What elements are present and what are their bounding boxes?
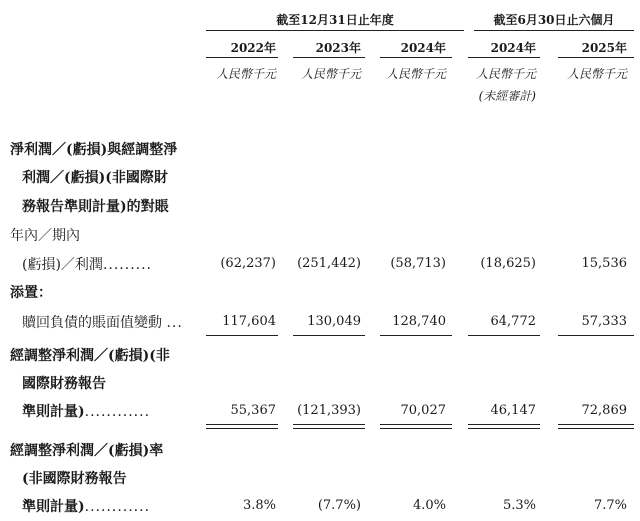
row-label-net-text: (虧損)／利潤 — [22, 257, 103, 273]
col-header-underline — [293, 57, 365, 58]
row-label-redemption-text: 贖回負債的賬面值變動 — [22, 315, 162, 331]
group-header-full-year-underline — [206, 30, 464, 31]
section-title-line: 利潤／(虧損)(非國際財 — [22, 170, 168, 186]
total-double-line — [206, 428, 278, 429]
total-double-line — [206, 424, 278, 425]
total-double-line — [293, 428, 365, 429]
row-label-margin-cont — [22, 496, 150, 516]
col-header-underline — [468, 57, 540, 58]
leader-dots: ............ — [84, 404, 151, 420]
col-header-unit: 人民幣千元 — [566, 67, 627, 81]
cell-value: 5.3% — [502, 498, 536, 513]
subtotal-line — [380, 335, 452, 336]
cell-value: (62,237) — [220, 256, 276, 271]
cell-value: (18,625) — [480, 256, 536, 271]
cell-value: 46,147 — [490, 403, 536, 418]
cell-value: 117,604 — [222, 314, 276, 329]
col-header-underline — [380, 57, 452, 58]
cell-value: 72,869 — [581, 403, 627, 418]
col-header-unit: 人民幣千元 — [215, 67, 276, 81]
row-label-redemption — [22, 312, 183, 332]
col-header-unit: 人民幣千元 — [475, 67, 536, 81]
cell-value: 130,049 — [307, 314, 361, 329]
group-header-full-year: 截至12月31日止年度 — [276, 13, 394, 27]
row-label-adjusted-cont: 國際財務報告 — [22, 376, 106, 392]
row-label-net-cont — [22, 254, 152, 274]
cell-value: 70,027 — [400, 403, 446, 418]
row-label-adjusted: 經調整淨利潤／(虧損)(非 — [10, 348, 170, 364]
cell-value: 7.7% — [593, 498, 627, 513]
group-header-six-months-underline — [474, 30, 634, 31]
cell-value: (121,393) — [297, 403, 361, 418]
leader-dots: ......... — [102, 257, 152, 273]
cell-value: 128,740 — [392, 314, 446, 329]
subtotal-line — [468, 335, 540, 336]
col-header-unit: 人民幣千元 — [300, 67, 361, 81]
group-header-six-months: 截至6月30日止六個月 — [493, 13, 615, 27]
col-header-unaudited-note: (未經審計) — [478, 89, 536, 103]
col-header-year: 2023年 — [315, 41, 361, 55]
row-label-margin: 經調整淨利潤／(虧損)率 — [10, 443, 164, 459]
row-label-add: 添置： — [10, 285, 52, 301]
total-double-line — [293, 424, 365, 425]
row-label-adjusted-text: 準則計量) — [22, 404, 85, 420]
total-double-line — [558, 424, 634, 425]
total-double-line — [380, 428, 452, 429]
subtotal-line — [206, 335, 278, 336]
section-title-line: 淨利潤／(虧損)與經調整淨 — [10, 142, 178, 158]
total-double-line — [558, 428, 634, 429]
total-double-line — [468, 424, 540, 425]
col-header-underline — [206, 57, 278, 58]
leader-dots: ............ — [84, 499, 151, 515]
cell-value: 55,367 — [230, 403, 276, 418]
col-header-year: 2024年 — [490, 41, 536, 55]
cell-value: 4.0% — [412, 498, 446, 513]
section-title-line: 務報告準則計量)的對賬 — [22, 199, 169, 215]
total-double-line — [468, 428, 540, 429]
cell-value: 64,772 — [490, 314, 536, 329]
row-label-adjusted-cont — [22, 401, 150, 421]
subtotal-line — [293, 335, 365, 336]
total-double-line — [380, 424, 452, 425]
col-header-unit: 人民幣千元 — [385, 67, 446, 81]
cell-value: (251,442) — [297, 256, 361, 271]
col-header-year: 2022年 — [230, 41, 276, 55]
col-header-year: 2025年 — [581, 41, 627, 55]
row-label-margin-cont: (非國際財務報告 — [22, 471, 127, 487]
row-label-margin-text: 準則計量) — [22, 499, 85, 515]
col-header-underline — [558, 57, 634, 58]
row-label-net: 年內／期內 — [10, 228, 80, 244]
col-header-year: 2024年 — [400, 41, 446, 55]
leader-dots: ... — [166, 315, 183, 331]
cell-value: (7.7%) — [317, 498, 361, 513]
cell-value: (58,713) — [390, 256, 446, 271]
cell-value: 57,333 — [581, 314, 627, 329]
cell-value: 15,536 — [581, 256, 627, 271]
subtotal-line — [558, 335, 634, 336]
cell-value: 3.8% — [242, 498, 276, 513]
